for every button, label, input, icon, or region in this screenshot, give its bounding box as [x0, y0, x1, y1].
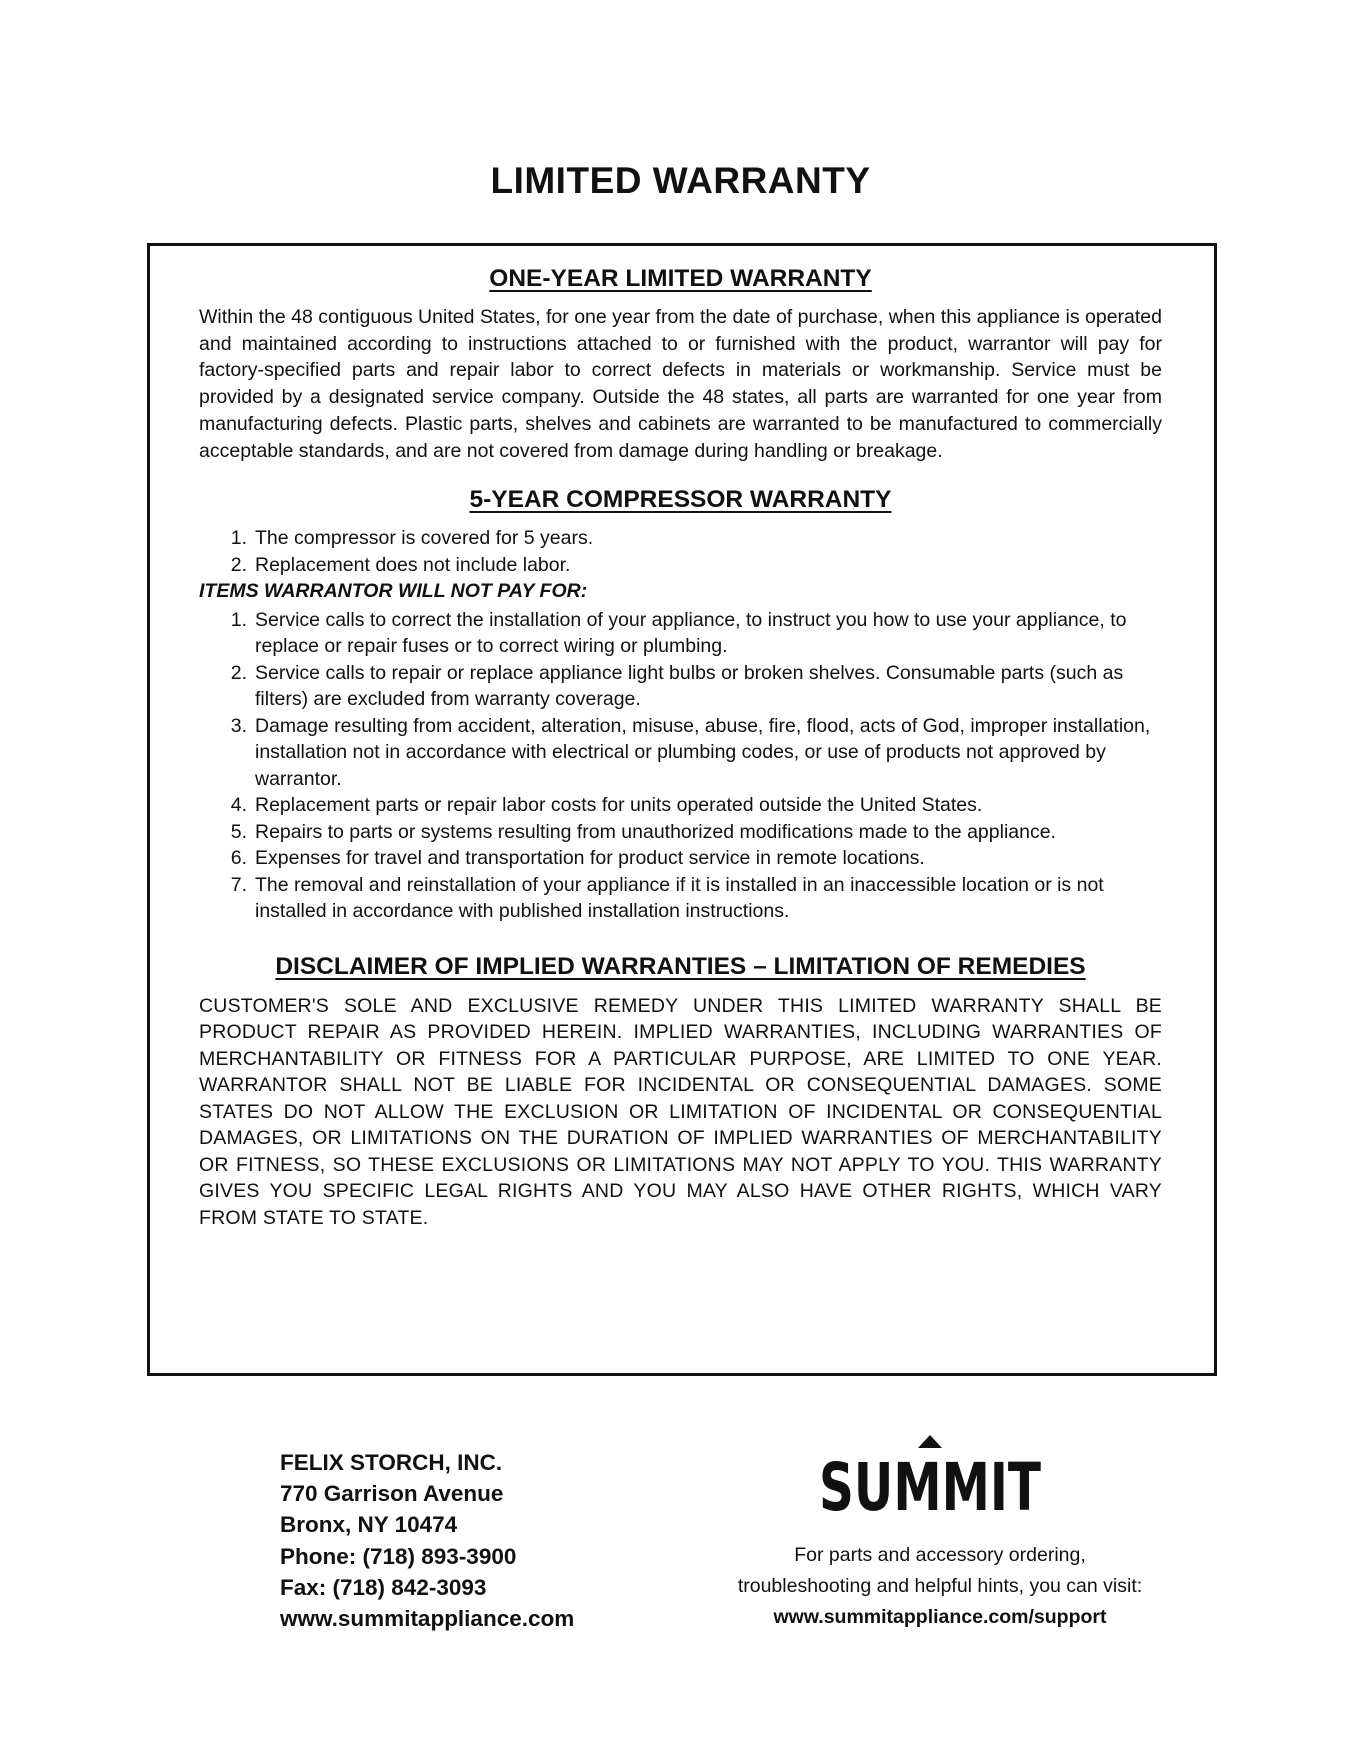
summit-logo — [810, 1432, 1050, 1526]
list-item — [199, 660, 1162, 713]
list-text: Replacement parts or repair labor costs for units operated outside the United States. — [255, 794, 983, 817]
disclaimer-heading: DISCLAIMER OF IMPLIED WARRANTIES – LIMITATION OF REMEDIES — [275, 952, 1086, 980]
warranty-box — [147, 243, 1217, 1376]
fax-number: Fax: (718) 842-3093 — [280, 1574, 487, 1600]
list-number: 4. — [230, 794, 247, 817]
list-number: 6. — [230, 847, 247, 870]
list-item — [199, 713, 1162, 793]
support-line-2: troubleshooting and helpful hints, you can visit: — [737, 1575, 1143, 1597]
compressor-list — [199, 525, 1162, 578]
list-item — [199, 872, 1162, 925]
one-year-heading: ONE-YEAR LIMITED WARRANTY — [489, 265, 872, 292]
list-item — [199, 792, 1162, 819]
list-item — [199, 552, 1162, 579]
list-text: The removal and reinstallation of your appliance if it is installed in an inaccessible location or is not installed in accordance with published installation instructions. — [255, 873, 1104, 923]
list-number: 3. — [230, 714, 247, 737]
list-item — [199, 607, 1162, 660]
support-info — [680, 1540, 1200, 1633]
list-number: 2. — [230, 661, 247, 684]
disclaimer-text: CUSTOMER'S SOLE AND EXCLUSIVE REMEDY UNDER THIS LIMITED WARRANTY SHALL BE PRODUCT REPAIR AS PROVIDED HEREIN. IMPLIED WARRANTIES, INCLUDING WARRANTIES OF MERCHANTABILITY OR FITNESS FOR A PARTICULAR PURPOSE, ARE LIMITED TO ONE YEAR. WARRANTOR SHALL NOT BE LIABLE FOR INCIDENTAL OR CONSEQUENTIAL DAMAGES. SOME STATES DO NOT ALLOW THE EXCLUSION OR LIMITATION OF INCIDENTAL OR CONSEQUENTIAL DAMAGES, OR LIMITATIONS ON THE DURATION OF IMPLIED WARRANTIES OF MERCHANTABILITY OR FITNESS, SO THESE EXCLUSIONS OR LIMITATIONS MAY NOT APPLY TO YOU. THIS WARRANTY GIVES YOU SPECIFIC LEGAL RIGHTS AND YOU MAY ALSO HAVE OTHER RIGHTS, WHICH VARY FROM STATE TO STATE. — [199, 994, 1162, 1229]
list-number: 1. — [230, 608, 247, 631]
list-number: 1. — [230, 527, 247, 550]
list-text: Damage resulting from accident, alteration, misuse, abuse, fire, flood, acts of God, improper installation, installation not in accordance with electrical or plumbing codes, or use of products not approved by warrantor. — [255, 714, 1151, 790]
company-website: www.summitappliance.com — [280, 1606, 575, 1632]
summit-logo-graphic — [810, 1432, 1050, 1526]
list-item — [199, 525, 1162, 552]
list-text: Service calls to correct the installation of your appliance, to instruct you how to use your appliance, to replace or repair fuses or to correct wiring or plumbing. — [255, 608, 1127, 658]
support-line-1: For parts and accessory ordering, — [794, 1544, 1086, 1566]
company-address — [280, 1447, 574, 1634]
list-text: Service calls to repair or replace appliance light bulbs or broken shelves. Consumable parts (such as filters) are excluded from warranty coverage. — [255, 661, 1124, 711]
phone-number: Phone: (718) 893-3900 — [280, 1543, 517, 1569]
company-name: FELIX STORCH, INC. — [280, 1450, 503, 1475]
list-item — [199, 845, 1162, 872]
warranty-content — [199, 263, 1162, 1231]
not-covered-heading: ITEMS WARRANTOR WILL NOT PAY FOR: — [199, 580, 588, 603]
street-address: 770 Garrison Avenue — [280, 1481, 504, 1507]
one-year-text: Within the 48 contiguous United States, for one year from the date of purchase, when this appliance is operated and maintained according to instructions attached to or furnished with the product, warrantor will pay for factory-specified parts and repair labor to correct defects in materials or workmanship. Service must be provided by a designated service company. Outside the 48 states, all parts are warranted for one year from manufacturing defects. Plastic parts, shelves and cabinets are warranted to be manufactured to commercially acceptable standards, and are not covered from damage during handling or breakage. — [199, 306, 1162, 462]
support-url: www.summitappliance.com/support — [773, 1606, 1107, 1628]
list-text: Repairs to parts or systems resulting from unauthorized modifications made to the appliance. — [255, 820, 1056, 843]
list-number: 7. — [230, 873, 247, 896]
not-covered-list — [199, 607, 1162, 925]
compressor-heading: 5-YEAR COMPRESSOR WARRANTY — [469, 486, 892, 514]
city-state-zip: Bronx, NY 10474 — [280, 1512, 458, 1538]
page-title: LIMITED WARRANTY — [490, 160, 871, 201]
list-text: Replacement does not include labor. — [255, 553, 571, 576]
list-text: Expenses for travel and transportation for product service in remote locations. — [255, 847, 925, 870]
list-number: 5. — [230, 820, 247, 843]
list-item — [199, 819, 1162, 846]
logo-wordmark: SUMMIT — [819, 1449, 1041, 1526]
list-text: The compressor is covered for 5 years. — [255, 527, 594, 550]
list-number: 2. — [230, 553, 247, 576]
